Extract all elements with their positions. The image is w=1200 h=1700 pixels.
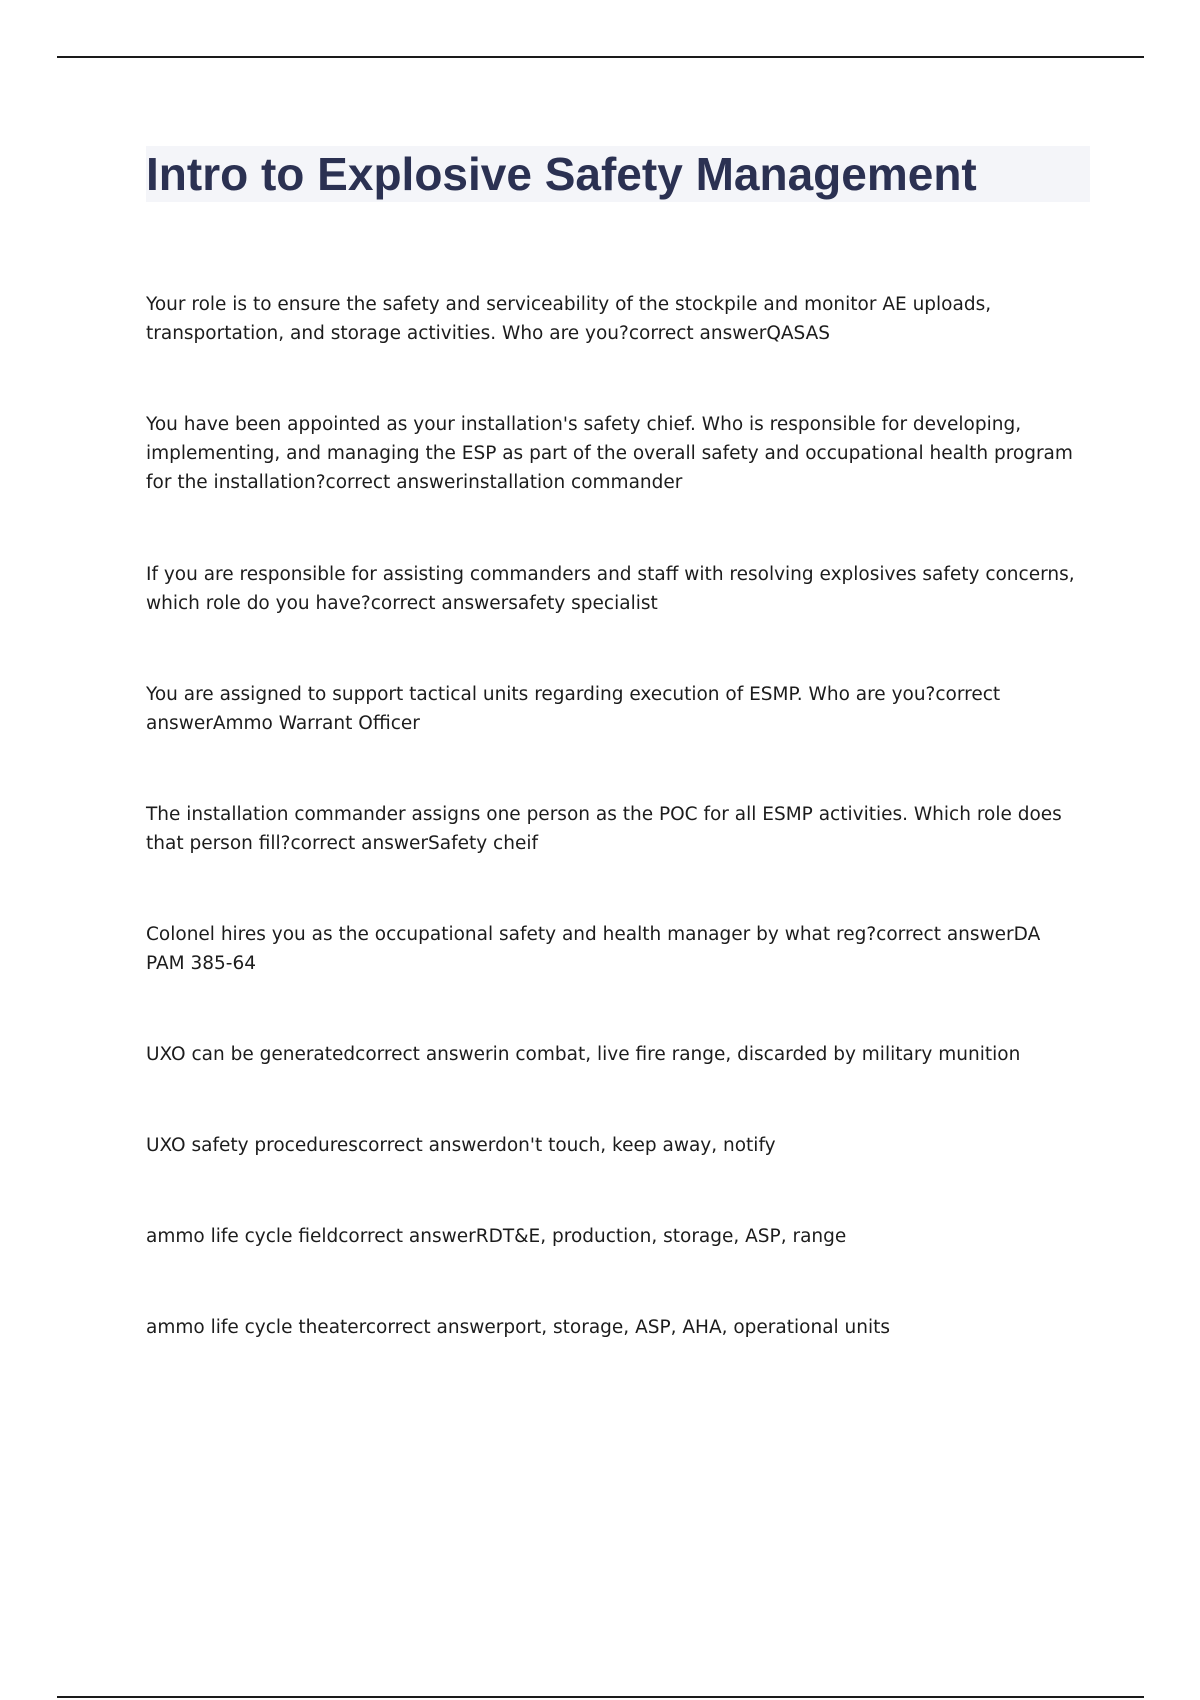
question-text: Your role is to ensure the safety and serviceability of the stockpile and monitor AE uploads, transportation, and storage activities. Who are you? bbox=[146, 294, 992, 344]
answer-label: correct answer bbox=[146, 684, 1001, 734]
answer-text: installation commander bbox=[463, 472, 683, 493]
question-text: The installation commander assigns one person as the POC for all ESMP activities. Which role does that person fill? bbox=[146, 804, 1062, 854]
answer-label: correct answer bbox=[325, 472, 464, 493]
answer-label: correct answer bbox=[355, 1044, 493, 1065]
qa-item bbox=[146, 1222, 1076, 1251]
answer-text: safety specialist bbox=[508, 593, 658, 614]
question-text: ammo life cycle theater bbox=[146, 1317, 366, 1338]
footer-rule bbox=[57, 1696, 1144, 1698]
header-rule bbox=[57, 56, 1144, 58]
question-text: You have been appointed as your installation's safety chief. Who is responsible for developing, implementing, and managing the ESP as part of the overall safety and occupational health program for the installation? bbox=[146, 414, 1073, 493]
qa-item bbox=[146, 410, 1076, 497]
answer-label: correct answer bbox=[338, 1226, 476, 1247]
answer-label: correct answer bbox=[876, 924, 1014, 945]
qa-item bbox=[146, 1040, 1076, 1069]
answer-text: RDT&E, production, storage, ASP, range bbox=[475, 1226, 847, 1247]
qa-item bbox=[146, 680, 1076, 738]
document-title: Intro to Explosive Safety Management bbox=[146, 148, 977, 200]
answer-text: Ammo Warrant Officer bbox=[212, 713, 420, 734]
answer-label: correct answer bbox=[357, 1135, 496, 1156]
qa-item bbox=[146, 920, 1076, 978]
answer-text: QASAS bbox=[766, 323, 831, 344]
answer-text: DA PAM 385-64 bbox=[146, 924, 1041, 974]
question-text: UXO can be generated bbox=[146, 1044, 356, 1065]
answer-label: correct answer bbox=[365, 1317, 504, 1338]
question-text: ammo life cycle field bbox=[146, 1226, 339, 1247]
qa-item bbox=[146, 1313, 1076, 1342]
question-text: Colonel hires you as the occupational safety and health manager by what reg? bbox=[146, 924, 877, 945]
question-text: UXO safety procedures bbox=[146, 1135, 358, 1156]
qa-item bbox=[146, 560, 1076, 618]
answer-text: don't touch, keep away, notify bbox=[495, 1135, 776, 1156]
answer-text: Safety cheif bbox=[427, 833, 538, 854]
qa-item bbox=[146, 290, 1076, 348]
answer-text: in combat, live fire range, discarded by military munition bbox=[492, 1044, 1021, 1065]
qa-item bbox=[146, 1131, 1076, 1160]
qa-item bbox=[146, 800, 1076, 858]
answer-label: correct answer bbox=[290, 833, 428, 854]
answer-label: correct answer bbox=[628, 323, 767, 344]
question-text: If you are responsible for assisting commanders and staff with resolving explosives safety concerns, which role do you have? bbox=[146, 564, 1075, 614]
answer-label: correct answer bbox=[370, 593, 509, 614]
answer-text: port, storage, ASP, AHA, operational units bbox=[503, 1317, 891, 1338]
question-text: You are assigned to support tactical units regarding execution of ESMP. Who are you? bbox=[146, 684, 936, 705]
